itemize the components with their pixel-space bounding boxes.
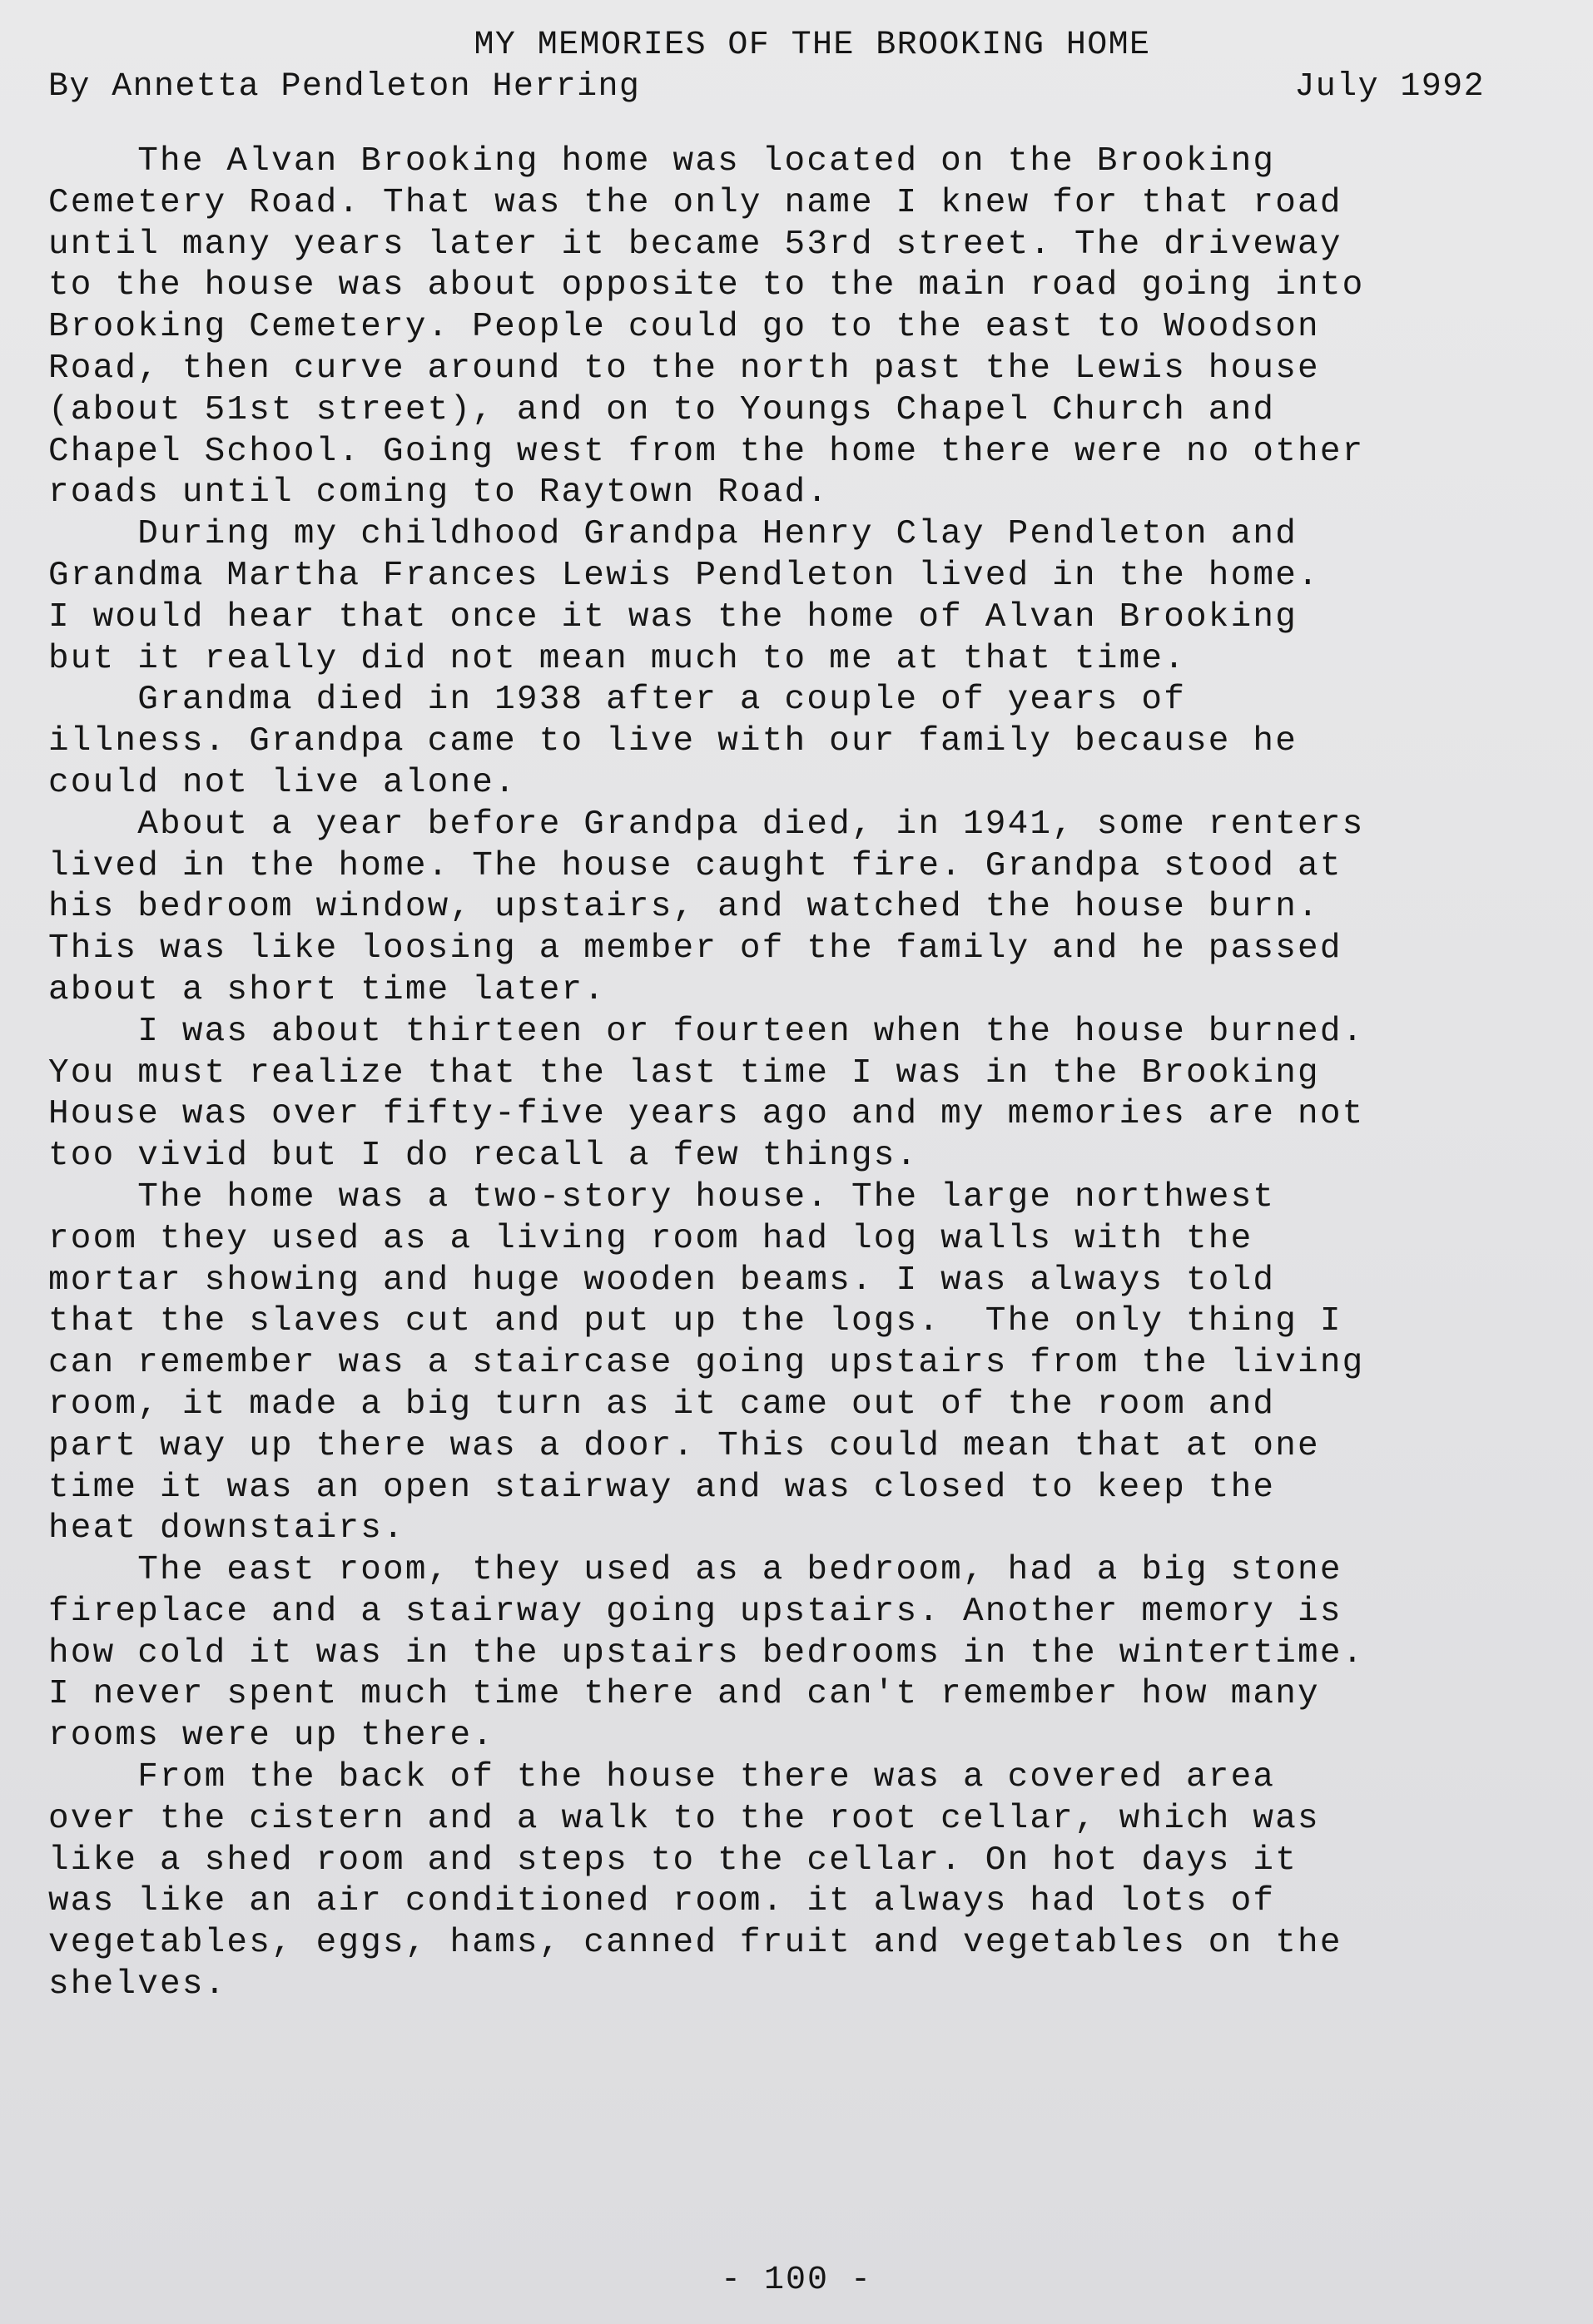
text-line: over the cistern and a walk to the root cellar, which was — [48, 1799, 1320, 1838]
text-line: The east room, they used as a bedroom, had a big stone — [48, 1551, 1342, 1590]
text-line: You must realize that the last time I was in the Brooking — [48, 1053, 1320, 1093]
body-text — [48, 141, 1560, 2006]
text-line: Chapel School. Going west from the home there were no other — [48, 432, 1365, 471]
text-line: Brooking Cemetery. People could go to the east to Woodson — [48, 308, 1320, 347]
text-line: but it really did not mean much to me at that time. — [48, 639, 1187, 678]
text-line: room they used as a living room had log walls with the — [48, 1219, 1253, 1258]
text-line: Road, then curve around to the north past the Lewis house — [48, 349, 1320, 388]
text-line: During my childhood Grandpa Henry Clay Pendleton and — [48, 515, 1298, 554]
text-line: like a shed room and steps to the cellar. On hot days it — [48, 1841, 1298, 1880]
text-line: part way up there was a door. This could mean that at one — [48, 1426, 1320, 1465]
text-line: that the slaves cut and put up the logs. The only thing I — [48, 1302, 1342, 1341]
text-line: About a year before Grandpa died, in 1941, some renters — [48, 805, 1365, 844]
text-line: rooms were up there. — [48, 1717, 495, 1756]
text-line: Grandma Martha Frances Lewis Pendleton lived in the home. — [48, 556, 1320, 595]
text-line: (about 51st street), and on to Youngs Chapel Church and — [48, 390, 1276, 429]
text-line: From the back of the house there was a covered area — [48, 1758, 1276, 1797]
text-line: time it was an open stairway and was closed to keep the — [48, 1468, 1276, 1507]
document-title: MY MEMORIES OF THE BROOKING HOME — [474, 27, 1151, 64]
text-line: I would hear that once it was the home of Alvan Brooking — [48, 597, 1298, 637]
text-line: This was like loosing a member of the family and he passed — [48, 929, 1342, 969]
text-line: vegetables, eggs, hams, canned fruit and vegetables on the — [48, 1924, 1342, 1963]
text-line: illness. Grandpa came to live with our family because he — [48, 722, 1298, 761]
text-line: I never spent much time there and can't remember how many — [48, 1675, 1320, 1714]
text-line: until many years later it became 53rd street. The driveway — [48, 225, 1342, 264]
text-line: was like an air conditioned room. it always had lots of — [48, 1882, 1276, 1921]
page-number: - 100 - — [720, 2262, 873, 2299]
text-line: roads until coming to Raytown Road. — [48, 473, 830, 513]
text-line: Grandma died in 1938 after a couple of years of — [48, 681, 1187, 720]
text-line: The home was a two-story house. The large northwest — [48, 1177, 1276, 1217]
text-line: House was over fifty-five years ago and my memories are not — [48, 1095, 1365, 1134]
text-line: can remember was a staircase going upstairs from the living — [48, 1344, 1365, 1383]
text-line: about a short time later. — [48, 970, 607, 1009]
byline — [48, 67, 1560, 108]
text-line: fireplace and a stairway going upstairs. Another memory is — [48, 1592, 1342, 1631]
text-line: heat downstairs. — [48, 1509, 405, 1549]
text-line: how cold it was in the upstairs bedrooms in the wintertime. — [48, 1633, 1365, 1672]
text-line: his bedroom window, upstairs, and watched the house burn. — [48, 888, 1320, 927]
text-line: mortar showing and huge wooden beams. I was always told — [48, 1261, 1276, 1300]
text-line: could not live alone. — [48, 763, 517, 802]
text-line: to the house was about opposite to the main road going into — [48, 266, 1365, 305]
text-line: room, it made a big turn as it came out of the room and — [48, 1385, 1276, 1424]
text-line: I was about thirteen or fourteen when the house burned. — [48, 1012, 1365, 1051]
author-line: By Annetta Pendleton Herring — [48, 68, 641, 106]
document-date: July 1992 — [1294, 68, 1485, 106]
text-line: The Alvan Brooking home was located on the Brooking — [48, 142, 1276, 181]
text-line: too vivid but I do recall a few things. — [48, 1137, 919, 1176]
text-line: Cemetery Road. That was the only name I knew for that road — [48, 183, 1342, 222]
text-line: shelves. — [48, 1965, 227, 2004]
text-line: lived in the home. The house caught fire. Grandpa stood at — [48, 846, 1342, 885]
